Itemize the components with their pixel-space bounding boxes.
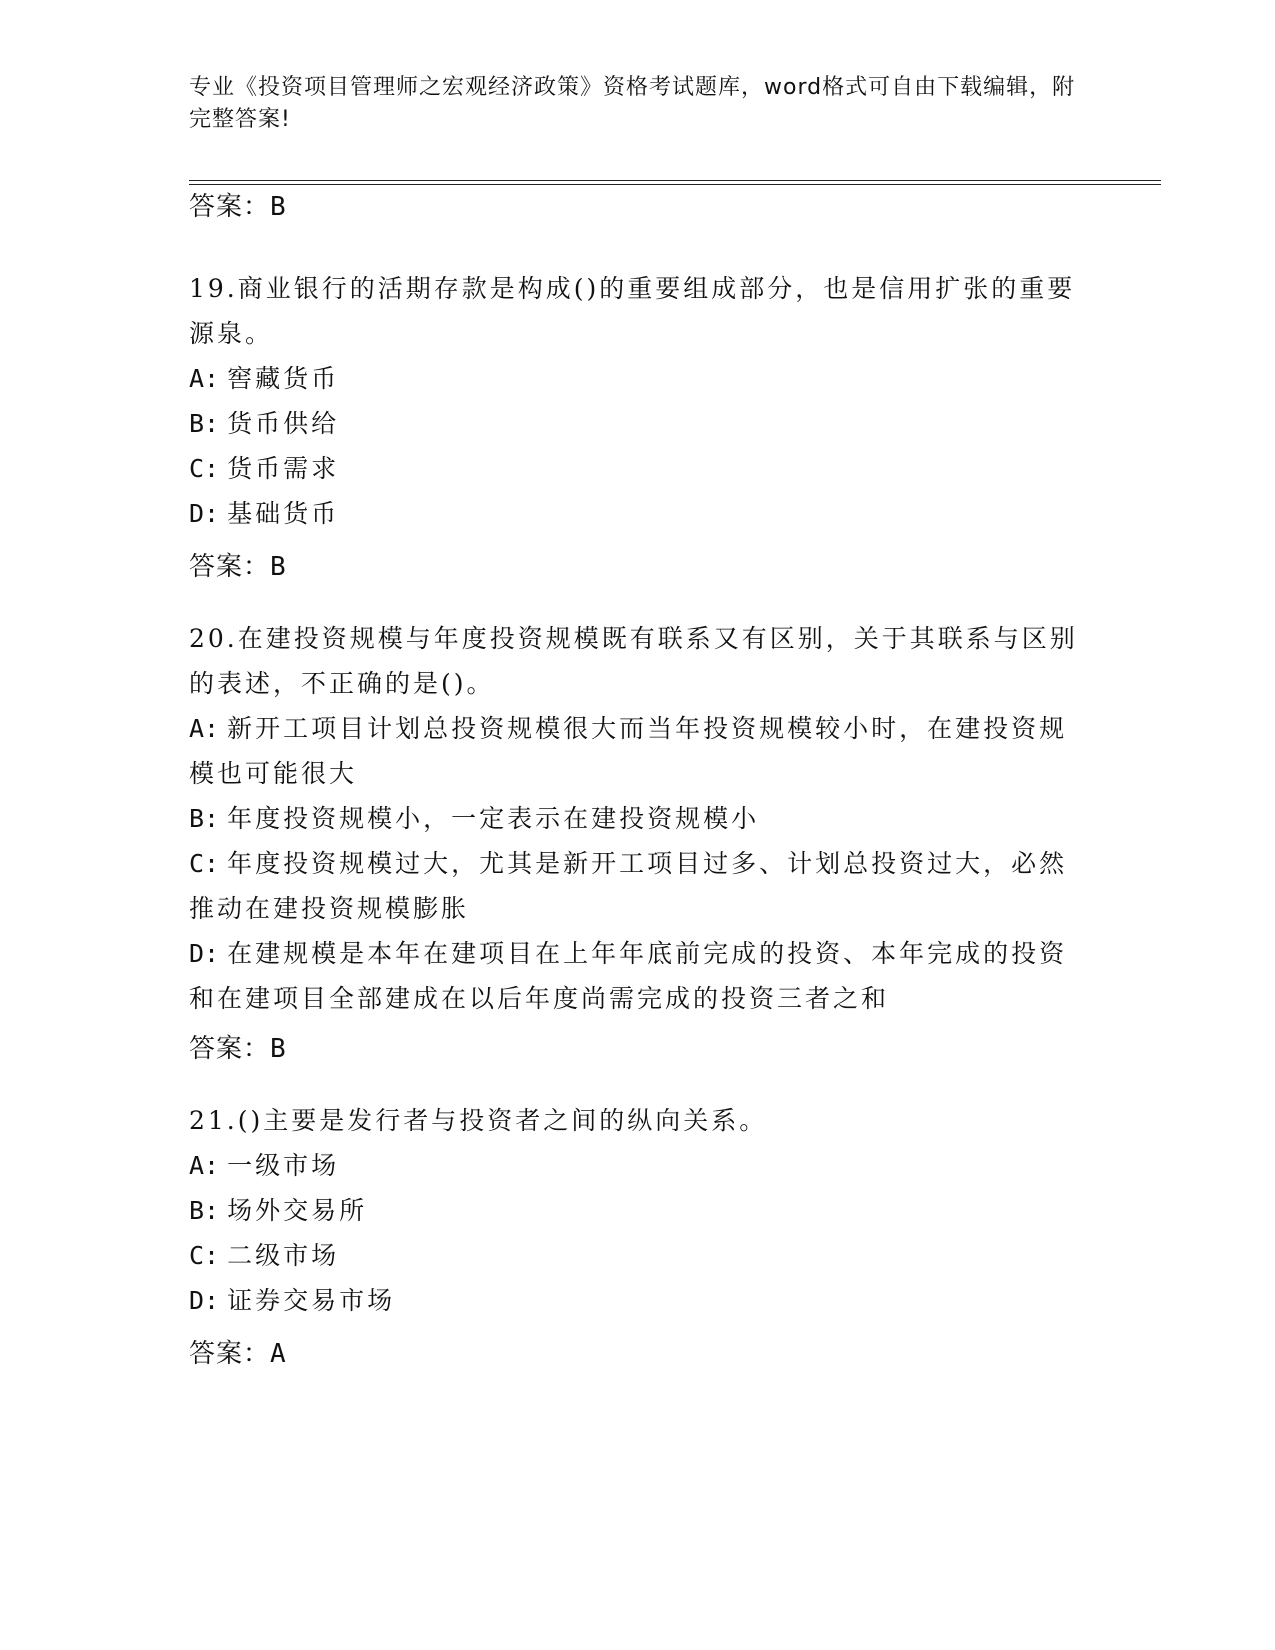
option-key: C: xyxy=(189,454,220,483)
option-text: 窖藏货币 xyxy=(227,364,340,393)
option-key: A: xyxy=(189,1151,220,1180)
answer-value: B xyxy=(270,192,287,222)
option-text: 货币供给 xyxy=(227,409,340,438)
answer-label: 答案： xyxy=(189,552,271,582)
answer-label: 答案： xyxy=(189,192,271,222)
question-19 xyxy=(189,266,1089,536)
question-stem: 21.()主要是发行者与投资者之间的纵向关系。 xyxy=(189,1106,768,1135)
answer-line xyxy=(189,1333,287,1370)
option-key: D: xyxy=(189,499,220,528)
option-key: C: xyxy=(189,1241,220,1270)
option-key: B: xyxy=(189,804,220,833)
question-21 xyxy=(189,1098,1089,1323)
option-key: D: xyxy=(189,1286,220,1315)
answer-label: 答案： xyxy=(189,1034,271,1064)
answer-line xyxy=(189,546,287,583)
option-text: 年度投资规模过大，尤其是新开工项目过多、计划总投资过大，必然推动在建投资规模膨胀 xyxy=(189,849,1068,923)
option-key: A: xyxy=(189,364,220,393)
option-c xyxy=(189,446,1089,491)
option-key: B: xyxy=(189,409,220,438)
option-key: B: xyxy=(189,1196,220,1225)
option-text: 证券交易市场 xyxy=(227,1286,396,1315)
answer-value: B xyxy=(270,1034,287,1064)
option-text: 货币需求 xyxy=(227,454,340,483)
option-text: 年度投资规模小，一定表示在建投资规模小 xyxy=(227,804,760,833)
option-b xyxy=(189,401,1089,446)
option-d xyxy=(189,491,1089,536)
answer-line xyxy=(189,186,287,223)
option-key: A: xyxy=(189,714,220,743)
option-b xyxy=(189,796,1089,841)
option-d xyxy=(189,1278,1089,1323)
answer-value: B xyxy=(270,552,287,582)
option-text: 在建规模是本年在建项目在上年年底前完成的投资、本年完成的投资和在建项目全部建成在以后年度尚需完成的投资三者之和 xyxy=(189,939,1068,1013)
option-c xyxy=(189,1233,1089,1278)
option-a xyxy=(189,706,1089,796)
option-text: 一级市场 xyxy=(227,1151,340,1180)
option-b xyxy=(189,1188,1089,1233)
answer-label: 答案： xyxy=(189,1339,271,1369)
option-key: C: xyxy=(189,849,220,878)
option-a xyxy=(189,1143,1089,1188)
header-divider xyxy=(189,180,1161,181)
option-text: 基础货币 xyxy=(227,499,340,528)
option-c xyxy=(189,841,1089,931)
header-divider-second xyxy=(189,184,1161,185)
option-text: 二级市场 xyxy=(227,1241,340,1270)
option-key: D: xyxy=(189,939,220,968)
question-20 xyxy=(189,616,1089,1021)
option-a xyxy=(189,356,1089,401)
answer-value: A xyxy=(270,1339,287,1369)
option-text: 新开工项目计划总投资规模很大而当年投资规模较小时，在建投资规模也可能很大 xyxy=(189,714,1068,788)
option-d xyxy=(189,931,1089,1021)
option-text: 场外交易所 xyxy=(227,1196,368,1225)
answer-line xyxy=(189,1028,287,1065)
document-header: 专业《投资项目管理师之宏观经济政策》资格考试题库，word格式可自由下载编辑，附完整答案! xyxy=(189,75,1076,132)
question-stem: 20.在建投资规模与年度投资规模既有联系又有区别，关于其联系与区别的表述，不正确的是()。 xyxy=(189,624,1078,698)
question-stem: 19.商业银行的活期存款是构成()的重要组成部分，也是信用扩张的重要源泉。 xyxy=(189,274,1076,348)
